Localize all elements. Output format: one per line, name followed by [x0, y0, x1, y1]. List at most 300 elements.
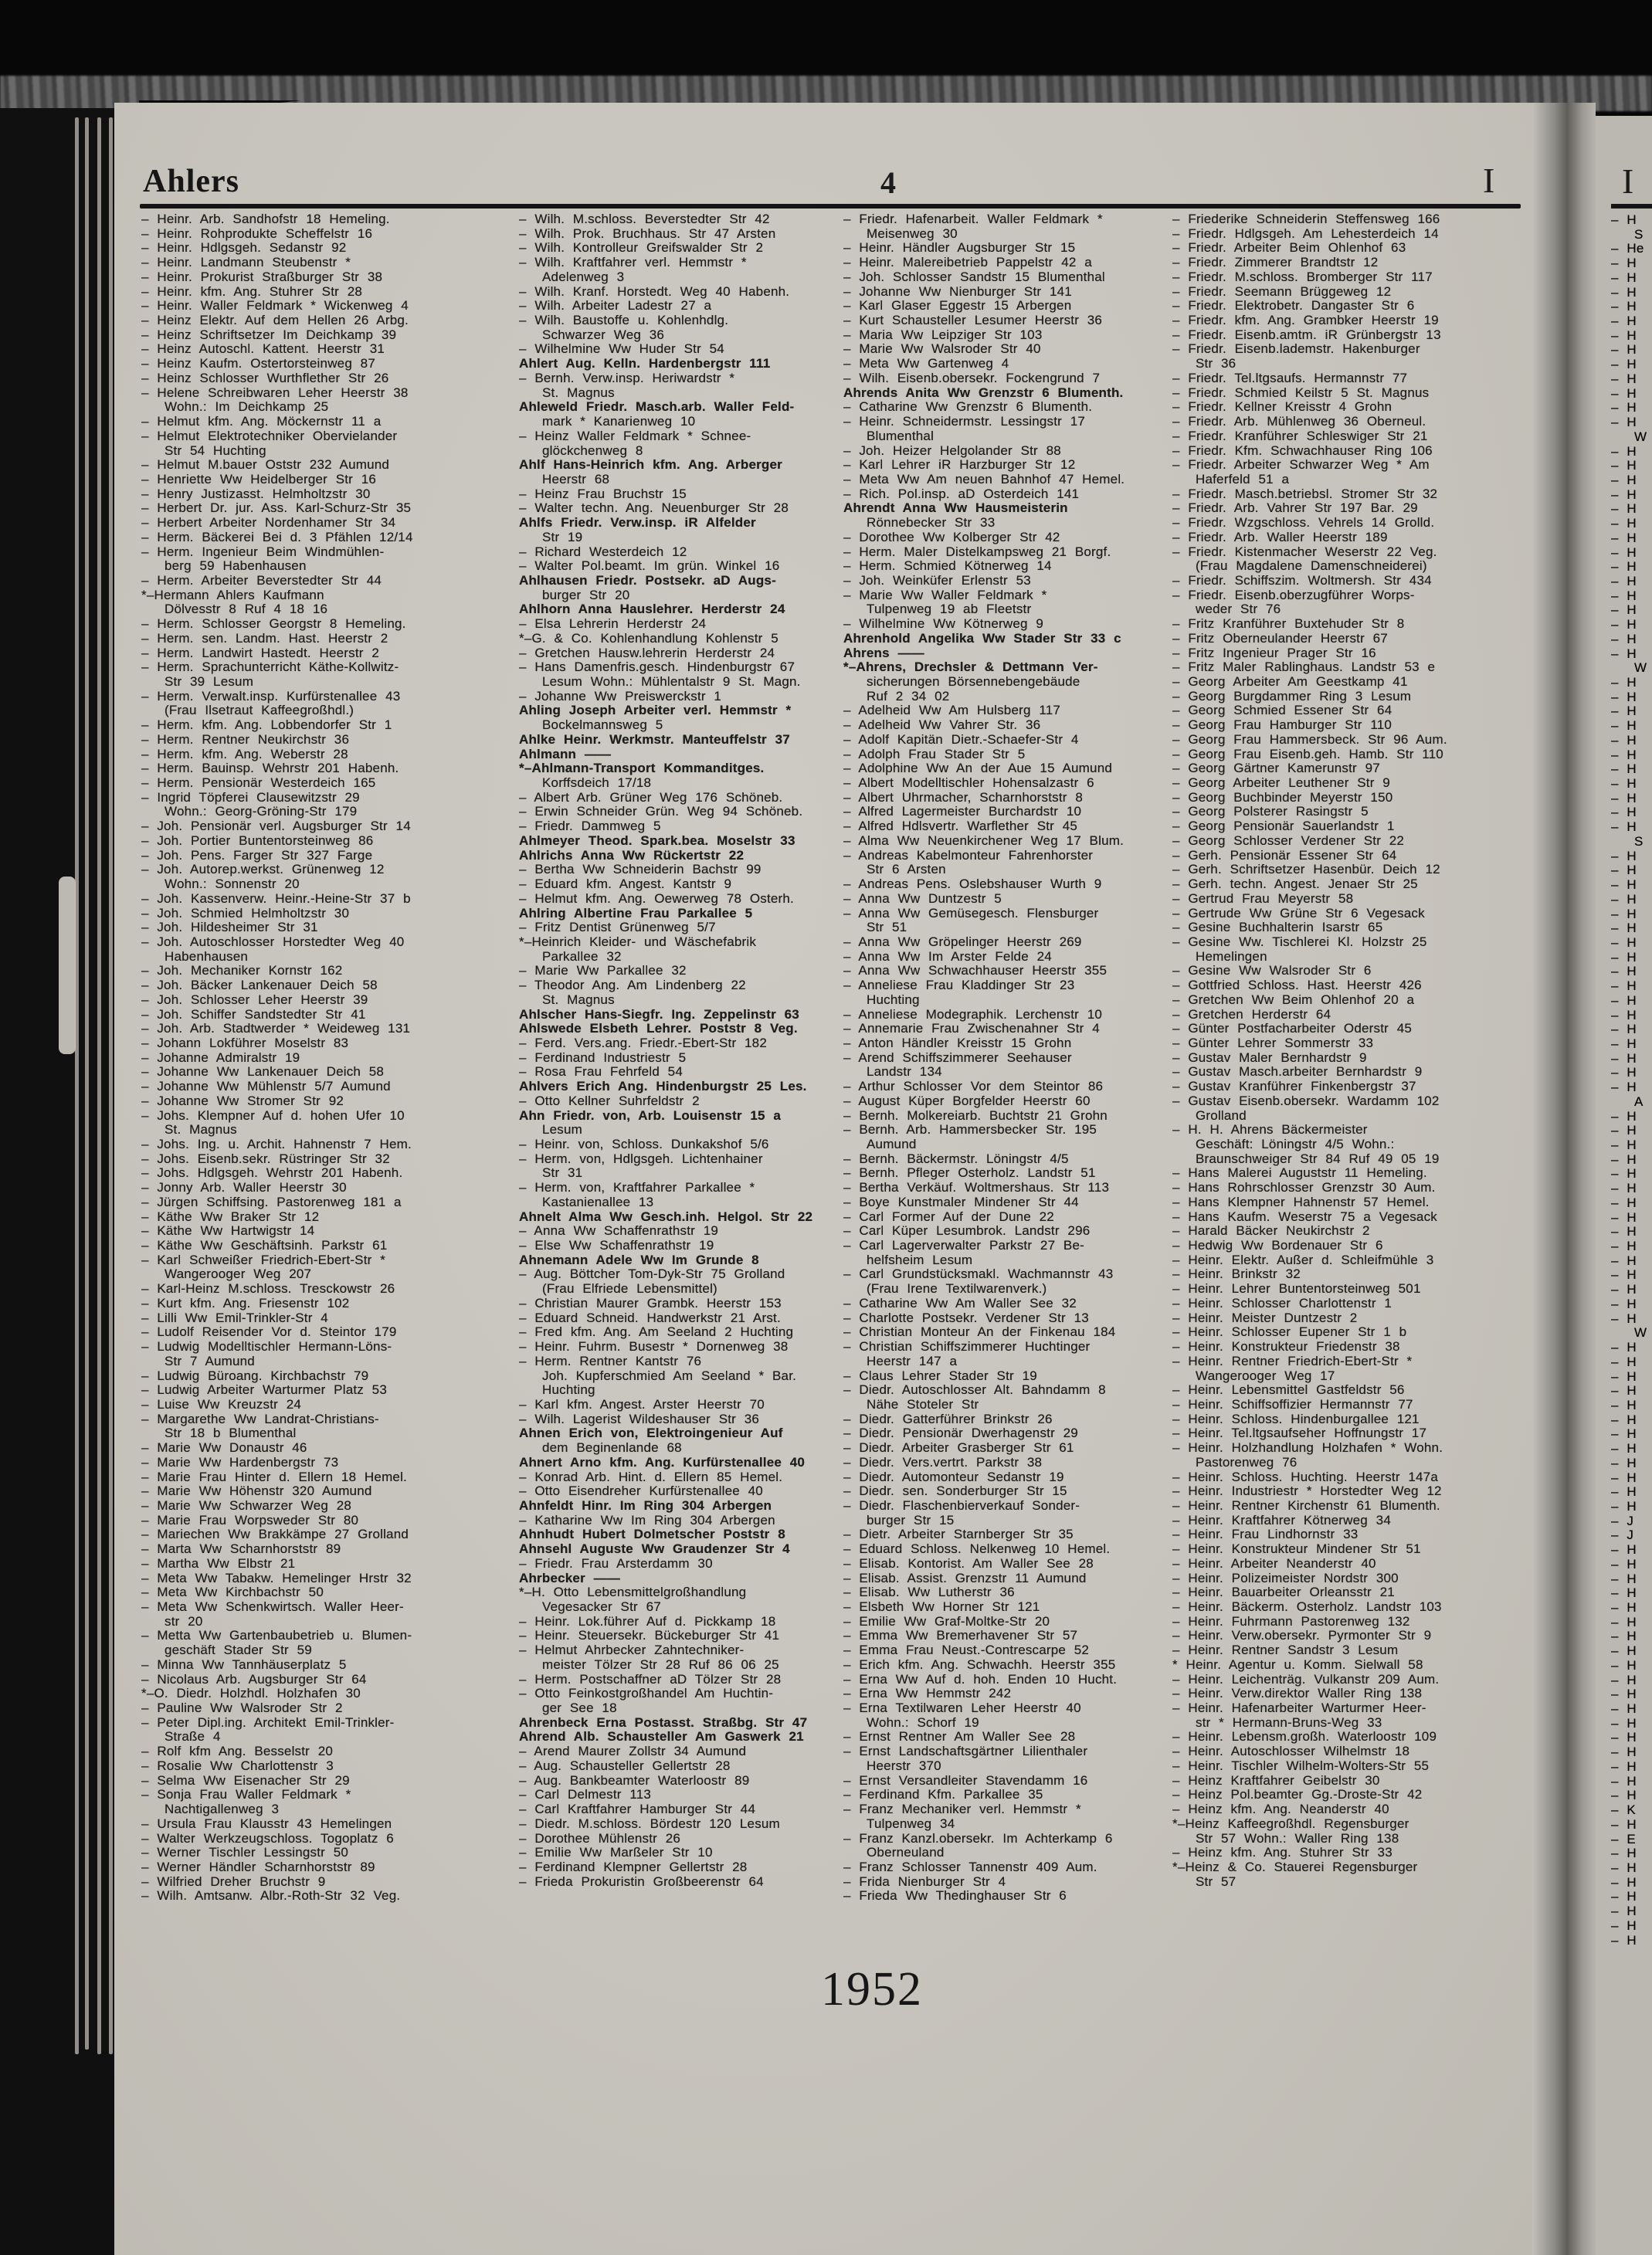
directory-entry-line: Ahlf Hans-Heinrich kfm. Ang. Arberger [519, 458, 782, 473]
directory-entry-line: – Martha Ww Elbstr 21 [141, 1556, 296, 1571]
directory-entry-line: – Herm. Verwalt.insp. Kurfürstenallee 43 [141, 689, 401, 704]
directory-entry-line: – Fritz Kranführer Buxtehuder Str 8 [1172, 617, 1405, 632]
directory-entry-line: – Herm. Bauinsp. Wehrstr 201 Habenh. [141, 761, 399, 776]
directory-entry-line: glöckchenweg 8 [542, 443, 643, 458]
directory-entry-line: Geschäft: Löningstr 4/5 Wohn.: [1196, 1138, 1395, 1151]
directory-entry-line: – Heinr. Fuhrm. Busestr * Dornenweg 38 [519, 1340, 789, 1355]
facing-fragment-line: – H [1611, 603, 1637, 618]
directory-entry-line: – Ferdinand Industriestr 5 [519, 1050, 687, 1065]
directory-entry-line: – Gesine Ww. Tischlerei Kl. Holzstr 25 [1172, 934, 1427, 949]
facing-fragment-line: – H [1611, 545, 1637, 560]
facing-fragment-line: S [1634, 227, 1644, 242]
directory-column-4 [1172, 212, 1509, 1911]
facing-fragment-line: – H [1611, 314, 1637, 329]
directory-entry-line: – Friedr. Schmied Keilstr 5 St. Magnus [1172, 385, 1430, 400]
page-stack-edge [75, 117, 79, 2054]
directory-entry-line: Ahrends Anita Ww Grenzstr 6 Blumenth. [843, 385, 1124, 400]
directory-entry-line: – Gretchen Ww Beim Ohlenhof 20 a [1172, 992, 1415, 1007]
directory-entry-line: – Georg Burgdammer Ring 3 Lesum [1172, 689, 1412, 704]
directory-entry-line: – Heinr. Lebensmittel Gastfeldstr 56 [1172, 1383, 1405, 1398]
directory-entry-line: – Anna Ww Im Arster Felde 24 [843, 949, 1052, 964]
directory-entry-line: – Lilli Ww Emil-Trinkler-Str 4 [141, 1311, 328, 1325]
directory-entry-line: – Georg Schmied Essener Str 64 [1172, 704, 1392, 718]
facing-fragment-line: – H [1611, 1412, 1637, 1427]
directory-entry-line: Bockelmannsweg 5 [542, 718, 663, 733]
directory-entry-line: – Helmut M.bauer Oststr 232 Aumund [141, 458, 390, 473]
directory-entry-line: helfsheim Lesum [867, 1253, 973, 1267]
facing-fragment-line: – H [1611, 1572, 1637, 1586]
directory-entry-line: – Joh. Schmied Helmholtzstr 30 [141, 906, 350, 921]
facing-fragment-line: – H [1611, 1341, 1637, 1355]
directory-entry-line: – Hans Klempner Hahnenstr 57 Hemel. [1172, 1195, 1430, 1209]
directory-entry-line: meister Tölzer Str 28 Ruf 86 06 25 [542, 1657, 779, 1672]
directory-entry-line: – Herm. Bäckerei Bei d. 3 Pfählen 12/14 [141, 530, 413, 544]
directory-entry-line: – Boye Kunstmaler Mindener Str 44 [843, 1195, 1079, 1209]
directory-entry-line: (Frau Magdalene Damenschneiderei) [1196, 559, 1427, 574]
directory-entry-line: – Friedr. Kfm. Schwachhauser Ring 106 [1172, 443, 1433, 458]
directory-entry-line: Lesum [542, 1123, 583, 1138]
directory-entry-line: – Heinr. Schneidermstr. Lessingstr 17 [843, 415, 1086, 429]
directory-entry-line: – Marie Frau Hinter d. Ellern 18 Hemel. [141, 1470, 407, 1484]
directory-entry-line: – Albert Uhrmacher, Scharnhorststr 8 [843, 790, 1083, 805]
directory-entry-line: Ahlring Albertine Frau Parkallee 5 [519, 906, 753, 921]
facing-fragment-line: – H [1611, 1152, 1637, 1167]
directory-entry-line: – Friedr. Arbeiter Schwarzer Weg * Am [1172, 458, 1430, 473]
directory-entry-line: – Ferdinand Klempner Gellertstr 28 [519, 1860, 748, 1874]
facing-fragment-line: S [1634, 834, 1644, 849]
directory-entry-line: Joh. Kupferschmied Am Seeland * Bar. [542, 1368, 797, 1383]
directory-entry-line: – Marie Ww Schwarzer Weg 28 [141, 1498, 352, 1513]
directory-entry-line: – H. H. Ahrens Bäckermeister [1172, 1123, 1368, 1138]
directory-entry-line: – Ferd. Vers.ang. Friedr.-Ebert-Str 182 [519, 1036, 767, 1050]
directory-entry-line: – Friedr. Tel.ltgsaufs. Hermannstr 77 [1172, 371, 1408, 385]
directory-entry-line: – Heinr. Rentner Friedrich-Ebert-Str * [1172, 1354, 1413, 1368]
directory-entry-line: – Herm. Rentner Neukirchstr 36 [141, 732, 350, 747]
directory-entry-line: – Alma Ww Neuenkirchener Weg 17 Blum. [843, 833, 1125, 848]
directory-entry-line: Ahnen Erich von, Elektroingenieur Auf [519, 1426, 783, 1441]
directory-entry-line: Ahlhorn Anna Hauslehrer. Herderstr 24 [519, 602, 785, 617]
directory-entry-line: – Henriette Ww Heidelberger Str 16 [141, 472, 377, 487]
directory-entry-line: str * Hermann-Bruns-Weg 33 [1196, 1715, 1382, 1730]
directory-entry-line: – Heinr. von, Schloss. Dunkakshof 5/6 [519, 1138, 769, 1151]
directory-entry-line: – Margarethe Ww Landrat-Christians- [141, 1412, 379, 1426]
directory-entry-line: – Wilh. Kranf. Horstedt. Weg 40 Habenh. [519, 284, 790, 299]
directory-entry-line: sicherungen Börsennebengebäude [867, 675, 1080, 689]
facing-fragment-line: – H [1611, 1918, 1637, 1933]
directory-entry-line: – Henry Justizasst. Helmholtzstr 30 [141, 487, 371, 501]
directory-entry-line: Str 18 b Blumenthal [165, 1426, 297, 1441]
directory-entry-line: – Herm. kfm. Ang. Lobbendorfer Str 1 [141, 718, 392, 733]
directory-entry-line: – Gerh. Pensionär Essener Str 64 [1172, 848, 1397, 863]
directory-entry-line: – Wilfried Dreher Bruchstr 9 [141, 1874, 326, 1889]
directory-entry-line: – Heinr. Steuersekr. Bückeburger Str 41 [519, 1629, 780, 1643]
directory-entry-line: Huchting [867, 992, 920, 1007]
facing-fragment-line: – H [1611, 979, 1637, 994]
directory-entry-line: *–Heinrich Kleider- und Wäschefabrik [519, 934, 757, 949]
directory-entry-line: Wohn.: Georg-Gröning-Str 179 [165, 805, 358, 819]
directory-entry-line: – Adolphine Ww An der Aue 15 Aumund [843, 761, 1113, 776]
directory-entry-line: (Frau Ilsetraut Kaffeegroßhdl.) [165, 704, 354, 718]
directory-entry-line: – Alfred Lagermeister Burchardstr 10 [843, 805, 1082, 819]
directory-entry-line: – Rich. Pol.insp. aD Osterdeich 141 [843, 487, 1080, 501]
directory-entry-line: burger Str 20 [542, 588, 630, 602]
directory-entry-line: – Heinz Kaufm. Ostertorsteinweg 87 [141, 357, 375, 371]
directory-entry-line: – Ingrid Töpferei Clausewitzstr 29 [141, 790, 360, 805]
facing-fragment-line: – H [1611, 371, 1637, 386]
directory-entry-line: – Adelheid Ww Vahrer Str. 36 [843, 718, 1041, 733]
directory-entry-line: – Peter Dipl.ing. Architekt Emil-Trinkler- [141, 1715, 395, 1730]
directory-entry-line: – Friedr. Arb. Mühlenweg 36 Oberneul. [1172, 415, 1426, 429]
directory-entry-line: – Rosa Frau Fehrfeld 54 [519, 1065, 683, 1080]
facing-fragment-line: – H [1611, 1022, 1637, 1037]
directory-entry-line: Ahling Joseph Arbeiter verl. Hemmstr * [519, 704, 792, 718]
facing-fragment-line: – H [1611, 646, 1637, 661]
facing-fragment-line: – H [1611, 1586, 1637, 1601]
directory-entry-line: – Johanne Ww Preiswerckstr 1 [519, 689, 722, 704]
directory-entry-line: – Claus Lehrer Stader Str 19 [843, 1368, 1037, 1383]
directory-entry-line: *–Ahlmann-Transport Kommanditges. [519, 761, 765, 776]
directory-entry-line: – Heinr. Autoschlosser Wilhelmstr 18 [1172, 1745, 1410, 1759]
facing-fragment-line: A [1634, 1094, 1644, 1109]
directory-entry-line: – Marie Frau Worpsweder Str 80 [141, 1513, 359, 1528]
directory-entry-line: *–Hermann Ahlers Kaufmann [141, 588, 324, 602]
directory-entry-line: – Meta Ww Schenkwirtsch. Waller Heer- [141, 1600, 404, 1614]
directory-entry-line: – Wilh. Arbeiter Ladestr 27 a [519, 299, 712, 314]
directory-entry-line: berg 59 Habenhausen [165, 559, 307, 574]
directory-entry-line: – Mariechen Ww Brakkämpe 27 Grolland [141, 1528, 409, 1542]
facing-fragment-line: – H [1611, 560, 1637, 575]
directory-entry-line: – Johs. Hdlgsgeh. Wehrstr 201 Habenh. [141, 1166, 403, 1181]
facing-fragment-line: – H [1611, 676, 1637, 690]
directory-entry-line: – Diedr. M.schloss. Bördestr 120 Lesum [519, 1816, 780, 1831]
directory-entry-line: – Fred kfm. Ang. Am Seeland 2 Huchting [519, 1325, 794, 1340]
facing-fragment-line: – H [1611, 1167, 1637, 1182]
directory-entry-line: *–Ahrens, Drechsler & Dettmann Ver- [843, 660, 1098, 675]
directory-entry-line: Wangerooger Weg 207 [165, 1267, 312, 1282]
directory-entry-line: – Heinr. Tischler Wilhelm-Wolters-Str 55 [1172, 1758, 1430, 1773]
directory-entry-line: – Heinr. Lebensm.großh. Waterloostr 109 [1172, 1730, 1437, 1745]
directory-entry-line: – Marie Ww Donaustr 46 [141, 1441, 307, 1456]
directory-entry-line: – Herm. Pensionär Westerdeich 165 [141, 776, 376, 791]
directory-entry-line: – Elisab. Assist. Grenzstr 11 Aumund [843, 1571, 1087, 1585]
directory-entry-line: Ahrend Alb. Schausteller Am Gaswerk 21 [519, 1730, 804, 1745]
directory-entry-line: – Anna Ww Schwachhauser Heerstr 355 [843, 964, 1108, 978]
directory-entry-line: Ahlhausen Friedr. Postsekr. aD Augs- [519, 573, 776, 588]
directory-entry-line: – Fritz Dentist Grünenweg 5/7 [519, 921, 716, 935]
directory-entry-line: – Joh. Mechaniker Kornstr 162 [141, 964, 343, 978]
facing-fragment-line: – H [1611, 1904, 1637, 1919]
directory-entry-line: – Friedr. Arbeiter Beim Ohlenhof 63 [1172, 241, 1406, 256]
directory-entry-line: – Carl Delmestr 113 [519, 1788, 652, 1802]
directory-entry-line: – Franz Schlosser Tannenstr 409 Aum. [843, 1860, 1097, 1874]
facing-fragment-line: – H [1611, 1875, 1637, 1890]
directory-entry-line: Adelenweg 3 [542, 270, 625, 284]
directory-entry-line: *–Heinz Kaffeegroßhdl. Regensburger [1172, 1816, 1409, 1831]
directory-entry-line: burger Str 15 [867, 1513, 955, 1528]
directory-entry-line: – Albert Modelltischler Hohensalzastr 6 [843, 776, 1094, 791]
directory-entry-line: Ahnelt Alma Ww Gesch.inh. Helgol. Str 22 [519, 1209, 813, 1224]
directory-entry-line: – Ferdinand Kfm. Parkallee 35 [843, 1788, 1043, 1802]
directory-entry-line: – Gottfried Schloss. Hast. Heerstr 426 [1172, 978, 1422, 993]
facing-fragment-line: – H [1611, 1629, 1637, 1644]
directory-entry-line: – Heinr. Brinkstr 32 [1172, 1267, 1301, 1282]
directory-entry-line: – Anna Ww Schaffenrathstr 19 [519, 1224, 719, 1239]
facing-fragment-line: – H [1611, 1427, 1637, 1442]
directory-entry-line: – Johanne Ww Mühlenstr 5/7 Aumund [141, 1080, 391, 1094]
directory-entry-line: – Johanne Admiralstr 19 [141, 1050, 300, 1065]
facing-fragment-line: – H [1611, 1268, 1637, 1283]
directory-entry-line: – Christian Schiffszimmerer Huchtinger [843, 1340, 1091, 1355]
directory-entry-line: – Anneliese Frau Kladdinger Str 23 [843, 978, 1075, 993]
directory-entry-line: – Otto Eisendreher Kurfürstenallee 40 [519, 1484, 763, 1499]
directory-entry-line: – Andreas Pens. Oslebshauser Wurth 9 [843, 877, 1102, 892]
directory-entry-line: Ahnhudt Hubert Dolmetscher Poststr 8 [519, 1528, 785, 1542]
directory-entry-line: – Walter techn. Ang. Neuenburger Str 28 [519, 501, 789, 516]
directory-entry-line: – Konrad Arb. Hint. d. Ellern 85 Hemel. [519, 1470, 783, 1484]
directory-entry-line: – Joh. Heizer Helgolander Str 88 [843, 443, 1061, 458]
directory-entry-line: – Käthe Ww Hartwigstr 14 [141, 1224, 315, 1239]
directory-entry-line: – Marie Ww Walsroder Str 40 [843, 342, 1041, 357]
directory-entry-line: Ahlmeyer Theod. Spark.bea. Moselstr 33 [519, 833, 795, 848]
directory-entry-line: – Georg Gärtner Kamerunstr 97 [1172, 761, 1380, 776]
facing-fragment-line: – H [1611, 285, 1637, 300]
directory-entry-line: – Hedwig Ww Bordenauer Str 6 [1172, 1239, 1383, 1253]
directory-entry-line: Tulpenweg 19 ab Fleetstr [867, 602, 1032, 617]
directory-entry-line: Landstr 134 [867, 1065, 942, 1080]
directory-entry-line: Meisenweg 30 [867, 226, 958, 241]
facing-fragment-line: – H [1611, 863, 1637, 878]
directory-entry-line: – Jonny Arb. Waller Heerstr 30 [141, 1181, 347, 1195]
directory-entry-line: – Emilie Ww Graf-Moltke-Str 20 [843, 1614, 1050, 1629]
directory-entry-line: – Eduard Schneid. Handwerkstr 21 Arst. [519, 1311, 781, 1325]
directory-entry-line: – Gertrude Ww Grüne Str 6 Vegesack [1172, 906, 1425, 921]
directory-entry-line: – Wilh. M.schloss. Beverstedter Str 42 [519, 212, 770, 226]
directory-entry-line: – Carl Küper Lesumbrok. Landstr 296 [843, 1224, 1091, 1239]
directory-entry-line: – Theodor Ang. Am Lindenberg 22 [519, 978, 746, 993]
directory-entry-line: – Herm. Postschaffner aD Tölzer Str 28 [519, 1672, 782, 1687]
page-stack-edge [97, 117, 101, 2054]
directory-entry-line: – Meta Ww Gartenweg 4 [843, 357, 1009, 371]
facing-fragment-line: – H [1611, 1210, 1637, 1225]
directory-entry-line: – Wilh. Lagerist Wildeshauser Str 36 [519, 1412, 760, 1426]
directory-entry-line: – Herbert Dr. jur. Ass. Karl-Schurz-Str 35 [141, 501, 412, 516]
directory-entry-line: – Heinr. Bauarbeiter Orleansstr 21 [1172, 1585, 1395, 1600]
directory-entry-line: Hemelingen [1196, 949, 1267, 964]
directory-entry-line: – Werner Händler Scharnhorststr 89 [141, 1860, 375, 1874]
directory-entry-line: – Heinr. Schlosser Charlottenstr 1 [1172, 1296, 1392, 1311]
page-title: Ahlers [143, 164, 239, 199]
directory-entry-line: – Heinz kfm. Ang. Stuhrer Str 33 [1172, 1846, 1392, 1860]
directory-entry-line: – Joh. Schlosser Sandstr 15 Blumenthal [843, 270, 1105, 284]
facing-fragment-line: – H [1611, 502, 1637, 517]
directory-entry-line: – Wilhelmine Ww Kötnerweg 9 [843, 617, 1044, 632]
directory-entry-line: *–O. Diedr. Holzhdl. Holzhafen 30 [141, 1687, 361, 1701]
directory-entry-line: – Ursula Frau Klausstr 43 Hemelingen [141, 1816, 392, 1831]
directory-entry-line: – Alfred Hdlsvertr. Warflether Str 45 [843, 819, 1078, 834]
directory-entry-line: Kastanienallee 13 [542, 1195, 654, 1209]
section-letter: I [1483, 161, 1495, 200]
directory-entry-line: – Johanne Ww Lankenauer Deich 58 [141, 1065, 385, 1080]
page-number-bottom: 1952 [821, 1963, 923, 2016]
directory-column-2 [519, 212, 856, 1911]
facing-fragment-line: – He [1611, 242, 1644, 256]
directory-entry-line: – Franz Mechaniker verl. Hemmstr * [843, 1802, 1081, 1817]
directory-entry-line: – Herm. Sprachunterricht Käthe-Kollwitz- [141, 660, 399, 675]
directory-entry-line: – Luise Ww Kreuzstr 24 [141, 1397, 302, 1412]
directory-column-1 [141, 212, 478, 1911]
directory-entry-line: – Heinr. Händler Augsburger Str 15 [843, 241, 1076, 256]
facing-fragment-line: – H [1611, 588, 1637, 603]
facing-fragment-line: – H [1611, 1124, 1637, 1138]
facing-fragment-line: – H [1611, 892, 1637, 907]
facing-fragment-line: – H [1611, 328, 1637, 343]
directory-entry-line: – Franz Kanzl.obersekr. Im Achterkamp 6 [843, 1831, 1113, 1846]
directory-column-3 [843, 212, 1180, 1911]
directory-entry-line: Ahnert Arno kfm. Ang. Kurfürstenallee 40 [519, 1455, 806, 1470]
directory-entry-line: – Kurt Schausteller Lesumer Heerstr 36 [843, 314, 1103, 328]
directory-entry-line: – Friedr. Arb. Vahrer Str 197 Bar. 29 [1172, 501, 1418, 516]
directory-entry-line: Ruf 2 34 02 [867, 689, 950, 704]
directory-entry-line: – Marie Ww Waller Feldmark * [843, 588, 1047, 602]
directory-entry-line: Blumenthal [867, 429, 935, 443]
directory-entry-line: – Aug. Schausteller Gellertstr 28 [519, 1758, 731, 1773]
directory-entry-line: – Anna Ww Duntzestr 5 [843, 891, 1002, 906]
facing-fragment-line: – H [1611, 459, 1637, 473]
directory-entry-line: – Joh. Autoschlosser Horstedter Weg 40 [141, 934, 405, 949]
directory-entry-line: – Werner Tischler Lessingstr 50 [141, 1846, 349, 1860]
directory-entry-line: – Bernh. Bäckermstr. Löningstr 4/5 [843, 1151, 1069, 1166]
facing-fragment-line: – H [1611, 632, 1637, 646]
directory-entry-line: – Friedr. Dammweg 5 [519, 819, 661, 834]
facing-fragment-line: – H [1611, 1644, 1637, 1659]
directory-entry-line: – Heinr. Tel.ltgsaufseher Hoffnungstr 17 [1172, 1426, 1427, 1441]
directory-entry-line: – Joh. Autorep.werkst. Grünenweg 12 [141, 863, 385, 877]
directory-entry-line: – Johanne Ww Stromer Str 92 [141, 1094, 344, 1108]
facing-fragment-line: – H [1611, 733, 1637, 748]
directory-entry-line: – Joh. Weinküfer Erlenstr 53 [843, 573, 1031, 588]
directory-entry-line: – Joh. Bäcker Lankenauer Deich 58 [141, 978, 378, 993]
directory-entry-line: *–G. & Co. Kohlenhandlung Kohlenstr 5 [519, 631, 779, 646]
directory-entry-line: – Helmut kfm. Ang. Oewerweg 78 Osterh. [519, 891, 794, 906]
facing-fragment-line: – H [1611, 1369, 1637, 1384]
facing-fragment-line: – H [1611, 849, 1637, 863]
directory-entry-line: – Catharine Ww Am Waller See 32 [843, 1296, 1077, 1311]
directory-entry-line: Ahlswede Elsbeth Lehrer. Poststr 8 Veg. [519, 1022, 798, 1036]
directory-entry-line: – Georg Arbeiter Am Geestkamp 41 [1172, 675, 1408, 689]
directory-entry-line: – Heinr. Holzhandlung Holzhafen * Wohn. [1172, 1441, 1443, 1456]
facing-fragment-line: – E [1611, 1832, 1636, 1846]
directory-entry-line: Str 39 Lesum [165, 675, 254, 689]
directory-entry-line: – Heinr. Lehrer Buntentorsteinweg 501 [1172, 1282, 1421, 1297]
directory-entry-line: Ahrenhold Angelika Ww Stader Str 33 c [843, 631, 1121, 646]
facing-fragment-line: – H [1611, 1601, 1637, 1615]
directory-entry-line: Habenhausen [165, 949, 249, 964]
directory-entry-line: – Georg Polsterer Rasingstr 5 [1172, 805, 1369, 819]
facing-fragment-line: – H [1611, 762, 1637, 777]
directory-entry-line: – Fritz Oberneulander Heerstr 67 [1172, 631, 1388, 646]
header-rule [140, 204, 1521, 209]
facing-fragment-line: – J [1611, 1528, 1634, 1543]
directory-entry-line: – Erna Textilwaren Leher Heerstr 40 [843, 1701, 1081, 1716]
directory-entry-line: – Friedr. Frau Arsterdamm 30 [519, 1556, 713, 1571]
facing-fragment-line: – H [1611, 1658, 1637, 1673]
directory-entry-line: – Gerh. Schriftsetzer Hasenbür. Deich 12 [1172, 863, 1440, 877]
directory-entry-line: – Helene Schreibwaren Leher Heerstr 38 [141, 385, 409, 400]
facing-fragment-line: – H [1611, 1182, 1637, 1196]
directory-entry-line: – Ernst Rentner Am Waller See 28 [843, 1730, 1076, 1745]
directory-entry-line: – Fritz Ingenieur Prager Str 16 [1172, 646, 1376, 660]
directory-entry-line: – Selma Ww Eisenacher Str 29 [141, 1773, 350, 1788]
directory-entry-line: Pastorenweg 76 [1196, 1455, 1298, 1470]
directory-entry-line: – Joh. Portier Buntentorsteinweg 86 [141, 833, 374, 848]
directory-entry-line: – Anton Händler Kreisstr 15 Grohn [843, 1036, 1072, 1050]
directory-entry-line: Ahnsehl Auguste Ww Graudenzer Str 4 [519, 1542, 790, 1557]
directory-entry-line: – Elisab. Kontorist. Am Waller See 28 [843, 1556, 1094, 1571]
directory-entry-line: – Heinr. Arb. Sandhofstr 18 Hemeling. [141, 212, 390, 226]
directory-entry-line: – Frieda Ww Thedinghauser Str 6 [843, 1889, 1067, 1904]
directory-entry-line: Ahnfeldt Hinr. Im Ring 304 Arbergen [519, 1498, 772, 1513]
directory-entry-line: – Georg Frau Hamburger Str 110 [1172, 718, 1392, 733]
page-edge-highlight [59, 877, 76, 1054]
facing-fragment-line: – H [1611, 473, 1637, 487]
directory-entry-line: Str 6 Arsten [867, 863, 946, 877]
directory-entry-line: Wangerooger Weg 17 [1196, 1368, 1335, 1383]
directory-entry-line: – Diedr. Arbeiter Grasberger Str 61 [843, 1441, 1074, 1456]
facing-fragment-line: – H [1611, 1311, 1637, 1326]
directory-entry-line: – Carl Lagerverwalter Parkstr 27 Be- [843, 1239, 1084, 1253]
directory-entry-line: Str 57 Wohn.: Waller Ring 138 [1196, 1831, 1399, 1846]
facing-fragment-line: – H [1611, 1138, 1637, 1152]
directory-entry-line: – Sonja Frau Waller Feldmark * [141, 1788, 351, 1802]
facing-fragment-line: – H [1611, 1195, 1637, 1210]
directory-entry-line: – Wilhelmine Ww Huder Str 54 [519, 342, 724, 357]
facing-fragment-line: – H [1611, 517, 1637, 531]
directory-entry-line: – Heinr. Elektr. Außer d. Schleifmühle 3 [1172, 1253, 1434, 1267]
directory-entry-line: – Erwin Schneider Grün. Weg 94 Schöneb. [519, 805, 803, 819]
directory-entry-line: *–H. Otto Lebensmittelgroßhandlung [519, 1585, 747, 1600]
directory-entry-line: – Hans Malerei Auguststr 11 Hemeling. [1172, 1166, 1427, 1181]
facing-fragment-line: – H [1611, 1355, 1637, 1369]
directory-entry-line: – Ludolf Reisender Vor d. Steintor 179 [141, 1325, 397, 1340]
directory-entry-line: – Christian Monteur An der Finkenau 184 [843, 1325, 1116, 1340]
facing-fragment-line: – H [1611, 820, 1637, 835]
directory-entry-line: – Rosalie Ww Charlottenstr 3 [141, 1758, 334, 1773]
directory-entry-line: – Else Ww Schaffenrathstr 19 [519, 1239, 714, 1253]
facing-fragment-line: – H [1611, 256, 1637, 271]
directory-entry-line: – Friedr. kfm. Ang. Grambker Heerstr 19 [1172, 314, 1439, 328]
directory-entry-line: (Frau Irene Textilwarenverk.) [867, 1282, 1047, 1297]
facing-fragment-line: – H [1611, 1933, 1637, 1948]
directory-entry-line: – Friedr. Kistenmacher Weserstr 22 Veg. [1172, 544, 1437, 559]
facing-fragment-line: – H [1611, 358, 1637, 372]
directory-entry-line: – Adolph Frau Stader Str 5 [843, 747, 1026, 761]
facing-fragment-line: – H [1611, 1789, 1637, 1803]
directory-entry-line: – August Küper Borgfelder Heerstr 60 [843, 1094, 1091, 1108]
directory-entry-line: – Elisab. Ww Lutherstr 36 [843, 1585, 1015, 1600]
directory-entry-line: – Wilh. Prok. Bruchhaus. Str 47 Arsten [519, 226, 776, 241]
directory-entry-line: – Herm. Ingenieur Beim Windmühlen- [141, 544, 385, 559]
directory-entry-line: – Charlotte Postsekr. Verdener Str 13 [843, 1311, 1089, 1325]
facing-fragment-line: – H [1611, 1470, 1637, 1485]
directory-entry-line: Braunschweiger Str 84 Ruf 49 05 19 [1196, 1151, 1440, 1166]
directory-entry-line: – Anneliese Modegraphik. Lerchenstr 10 [843, 1007, 1103, 1022]
directory-entry-line: – Joh. Schiffer Sandstedter Str 41 [141, 1007, 366, 1022]
directory-entry-line: – Karl Lehrer iR Harzburger Str 12 [843, 458, 1076, 473]
directory-entry-line: Ahlscher Hans-Siegfr. Ing. Zeppelinstr 63 [519, 1007, 799, 1022]
directory-entry-line: – Diedr. Automonteur Sedanstr 19 [843, 1470, 1064, 1484]
directory-entry-line: – Heinr. Konstrukteur Mindener Str 51 [1172, 1542, 1421, 1557]
directory-entry-line: Ahrenbeck Erna Postasst. Straßbg. Str 47 [519, 1715, 808, 1730]
